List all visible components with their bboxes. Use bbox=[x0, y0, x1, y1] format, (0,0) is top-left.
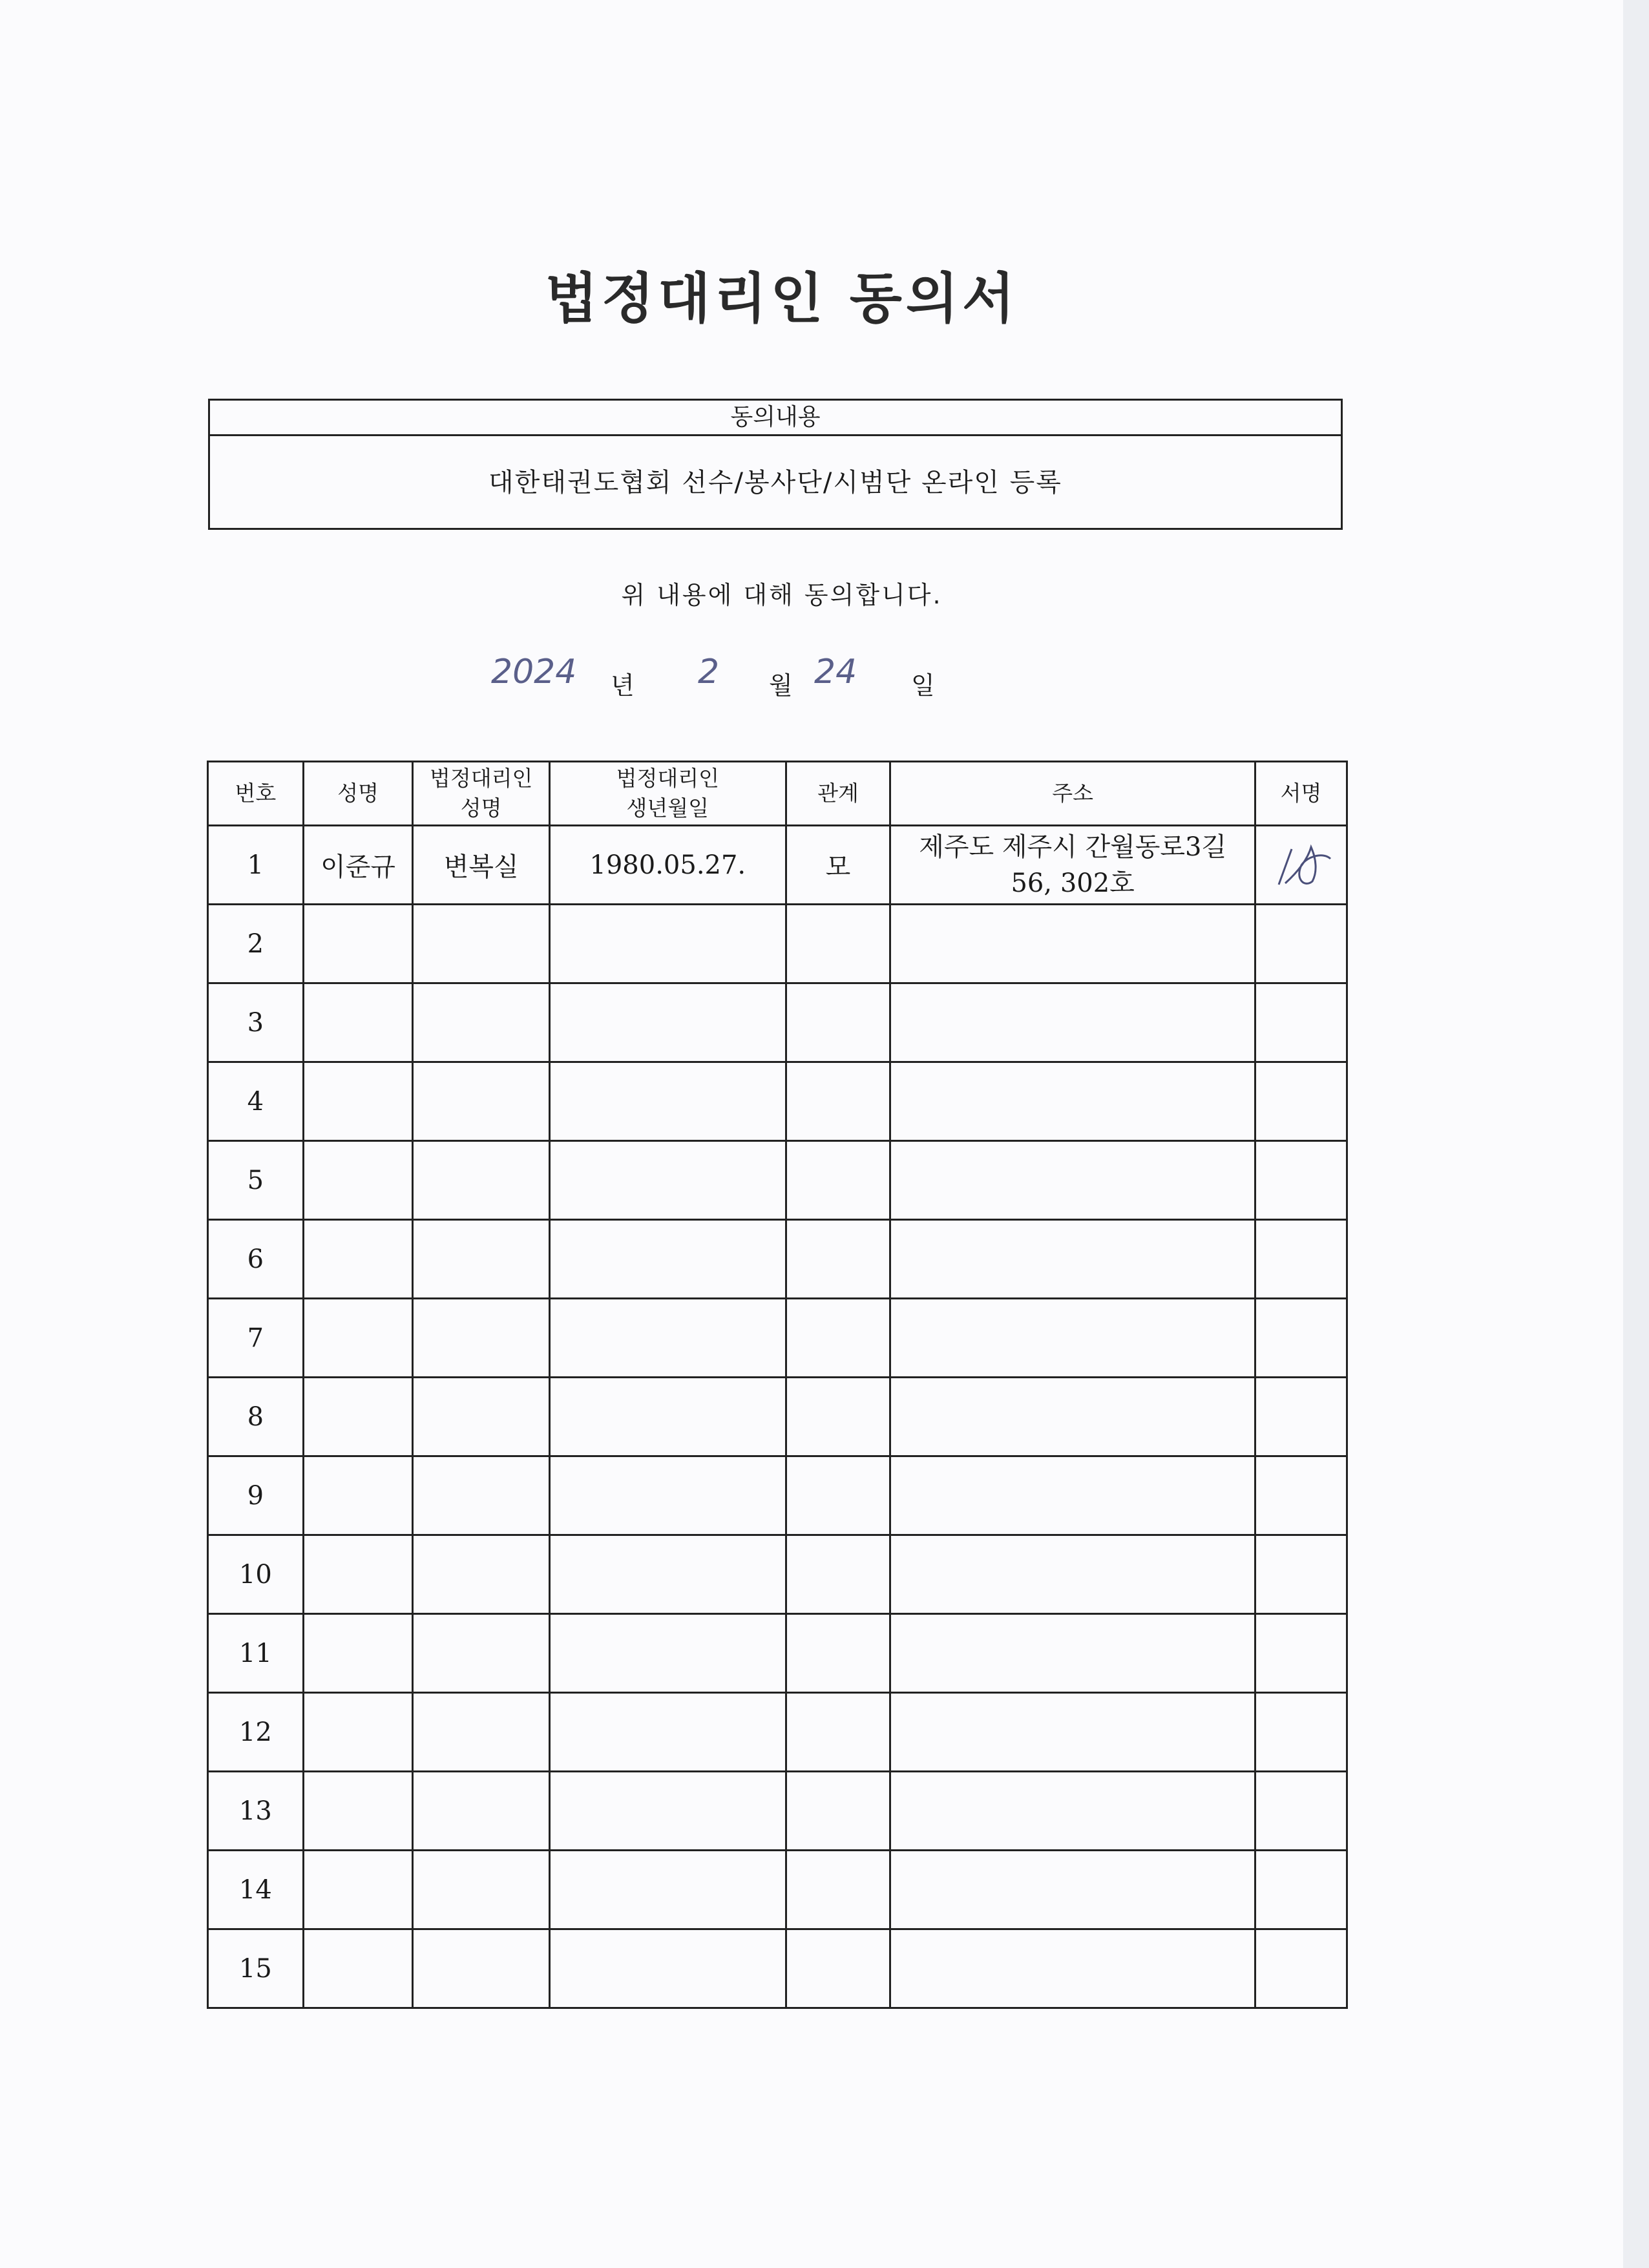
header-guardian-birth: 법정대리인 생년월일 bbox=[549, 762, 786, 826]
row-signature bbox=[1255, 1299, 1347, 1378]
row-address: 제주도 제주시 간월동로3길 56, 302호 bbox=[890, 826, 1255, 905]
table-row bbox=[208, 1141, 1347, 1220]
row-no: 7 bbox=[208, 1299, 304, 1378]
row-guardian-birth bbox=[549, 1614, 786, 1693]
row-address bbox=[890, 1693, 1255, 1772]
month-handwritten: 2 bbox=[698, 653, 720, 691]
row-relation bbox=[786, 1614, 890, 1693]
row-no: 13 bbox=[208, 1772, 304, 1851]
row-name bbox=[303, 1062, 413, 1141]
consent-body: 대한태권도협회 선수/봉사단/시범단 온라인 등록 bbox=[488, 468, 1062, 498]
row-no: 14 bbox=[208, 1851, 304, 1929]
row-guardian-name: 변복실 bbox=[413, 826, 550, 905]
header-no: 번호 bbox=[208, 762, 304, 826]
day-label: 일 bbox=[911, 671, 935, 700]
row-address bbox=[890, 1614, 1255, 1693]
row-name bbox=[303, 905, 413, 983]
row-no: 9 bbox=[208, 1456, 304, 1535]
row-no: 2 bbox=[208, 905, 304, 983]
table-row bbox=[208, 1851, 1347, 1929]
row-name bbox=[303, 1693, 413, 1772]
row-no: 12 bbox=[208, 1693, 304, 1772]
row-relation bbox=[786, 1851, 890, 1929]
row-name bbox=[303, 1535, 413, 1614]
row-guardian-birth bbox=[549, 1693, 786, 1772]
scan-edge bbox=[1623, 0, 1649, 2268]
row-relation bbox=[786, 1535, 890, 1614]
row-guardian-name bbox=[413, 1220, 550, 1299]
consent-header: 동의내용 bbox=[210, 401, 1341, 436]
row-name bbox=[303, 1220, 413, 1299]
row-signature bbox=[1255, 1851, 1347, 1929]
table-row bbox=[208, 826, 1347, 905]
agree-statement: 위 내용에 대해 동의합니다. bbox=[621, 581, 943, 609]
row-guardian-birth bbox=[549, 1062, 786, 1141]
row-relation bbox=[786, 1456, 890, 1535]
row-address bbox=[890, 1220, 1255, 1299]
table-row bbox=[208, 1772, 1347, 1851]
row-guardian-name bbox=[413, 1772, 550, 1851]
row-guardian-birth bbox=[549, 1772, 786, 1851]
row-no: 10 bbox=[208, 1535, 304, 1614]
row-signature bbox=[1255, 983, 1347, 1062]
row-signature bbox=[1255, 1141, 1347, 1220]
table-row bbox=[208, 1929, 1347, 2008]
row-guardian-birth bbox=[549, 1535, 786, 1614]
row-no: 8 bbox=[208, 1378, 304, 1456]
row-relation bbox=[786, 1141, 890, 1220]
row-no: 4 bbox=[208, 1062, 304, 1141]
row-guardian-name bbox=[413, 1378, 550, 1456]
row-guardian-birth bbox=[549, 1456, 786, 1535]
date-line bbox=[491, 653, 1008, 704]
row-relation bbox=[786, 1929, 890, 2008]
row-address bbox=[890, 983, 1255, 1062]
row-guardian-birth: 1980.05.27. bbox=[549, 826, 786, 905]
header-relation: 관계 bbox=[786, 762, 890, 826]
row-guardian-name bbox=[413, 1456, 550, 1535]
row-address bbox=[890, 1929, 1255, 2008]
row-guardian-birth bbox=[549, 983, 786, 1062]
row-guardian-birth bbox=[549, 1378, 786, 1456]
row-no: 6 bbox=[208, 1220, 304, 1299]
row-relation bbox=[786, 1220, 890, 1299]
row-relation: 모 bbox=[786, 826, 890, 905]
row-address bbox=[890, 1456, 1255, 1535]
row-guardian-birth bbox=[549, 1299, 786, 1378]
row-name bbox=[303, 1851, 413, 1929]
year-handwritten: 2024 bbox=[491, 653, 577, 691]
row-guardian-name bbox=[413, 1693, 550, 1772]
row-signature bbox=[1255, 1929, 1347, 2008]
row-guardian-birth bbox=[549, 1141, 786, 1220]
table-row bbox=[208, 1299, 1347, 1378]
row-signature bbox=[1255, 1220, 1347, 1299]
table-row bbox=[208, 1456, 1347, 1535]
table-row bbox=[208, 1614, 1347, 1693]
document-title: 법정대리인 동의서 bbox=[545, 267, 1019, 330]
month-label: 월 bbox=[769, 671, 793, 700]
row-guardian-name bbox=[413, 983, 550, 1062]
row-name bbox=[303, 1378, 413, 1456]
header-address: 주소 bbox=[890, 762, 1255, 826]
row-signature bbox=[1255, 1062, 1347, 1141]
signature-mark bbox=[1266, 839, 1337, 891]
table-row bbox=[208, 1378, 1347, 1456]
row-signature bbox=[1255, 1614, 1347, 1693]
row-relation bbox=[786, 1299, 890, 1378]
row-name bbox=[303, 983, 413, 1062]
row-signature bbox=[1255, 1772, 1347, 1851]
row-relation bbox=[786, 1772, 890, 1851]
row-guardian-birth bbox=[549, 905, 786, 983]
row-address bbox=[890, 905, 1255, 983]
header-name: 성명 bbox=[303, 762, 413, 826]
row-guardian-name bbox=[413, 1929, 550, 2008]
year-label: 년 bbox=[611, 671, 635, 700]
table-row bbox=[208, 983, 1347, 1062]
row-relation bbox=[786, 1693, 890, 1772]
row-signature bbox=[1255, 1456, 1347, 1535]
row-address bbox=[890, 1378, 1255, 1456]
row-address bbox=[890, 1299, 1255, 1378]
consent-box bbox=[208, 399, 1343, 530]
row-name bbox=[303, 1299, 413, 1378]
day-handwritten: 24 bbox=[814, 653, 857, 691]
row-guardian-name bbox=[413, 1535, 550, 1614]
row-name bbox=[303, 1141, 413, 1220]
table-row bbox=[208, 1693, 1347, 1772]
row-guardian-name bbox=[413, 1614, 550, 1693]
row-guardian-name bbox=[413, 1141, 550, 1220]
row-name: 이준규 bbox=[303, 826, 413, 905]
row-signature bbox=[1255, 1693, 1347, 1772]
row-signature bbox=[1255, 826, 1347, 905]
row-no: 15 bbox=[208, 1929, 304, 2008]
row-no: 3 bbox=[208, 983, 304, 1062]
row-relation bbox=[786, 1062, 890, 1141]
table-header-row bbox=[208, 762, 1347, 826]
header-guardian-name: 법정대리인 성명 bbox=[413, 762, 550, 826]
row-address bbox=[890, 1772, 1255, 1851]
row-name bbox=[303, 1614, 413, 1693]
row-relation bbox=[786, 983, 890, 1062]
row-relation bbox=[786, 905, 890, 983]
row-guardian-name bbox=[413, 1062, 550, 1141]
row-signature bbox=[1255, 1378, 1347, 1456]
row-no: 11 bbox=[208, 1614, 304, 1693]
row-name bbox=[303, 1456, 413, 1535]
row-guardian-birth bbox=[549, 1929, 786, 2008]
row-guardian-name bbox=[413, 1299, 550, 1378]
row-name bbox=[303, 1929, 413, 2008]
table-row bbox=[208, 1062, 1347, 1141]
table-row bbox=[208, 905, 1347, 983]
table-row bbox=[208, 1220, 1347, 1299]
table-row bbox=[208, 1535, 1347, 1614]
registration-table bbox=[207, 761, 1348, 2009]
row-no: 1 bbox=[208, 826, 304, 905]
header-signature: 서명 bbox=[1255, 762, 1347, 826]
row-address bbox=[890, 1062, 1255, 1141]
row-name bbox=[303, 1772, 413, 1851]
row-signature bbox=[1255, 905, 1347, 983]
row-guardian-birth bbox=[549, 1851, 786, 1929]
row-no: 5 bbox=[208, 1141, 304, 1220]
row-address bbox=[890, 1141, 1255, 1220]
row-guardian-birth bbox=[549, 1220, 786, 1299]
row-relation bbox=[786, 1378, 890, 1456]
row-guardian-name bbox=[413, 905, 550, 983]
row-signature bbox=[1255, 1535, 1347, 1614]
row-address bbox=[890, 1535, 1255, 1614]
row-address bbox=[890, 1851, 1255, 1929]
row-guardian-name bbox=[413, 1851, 550, 1929]
